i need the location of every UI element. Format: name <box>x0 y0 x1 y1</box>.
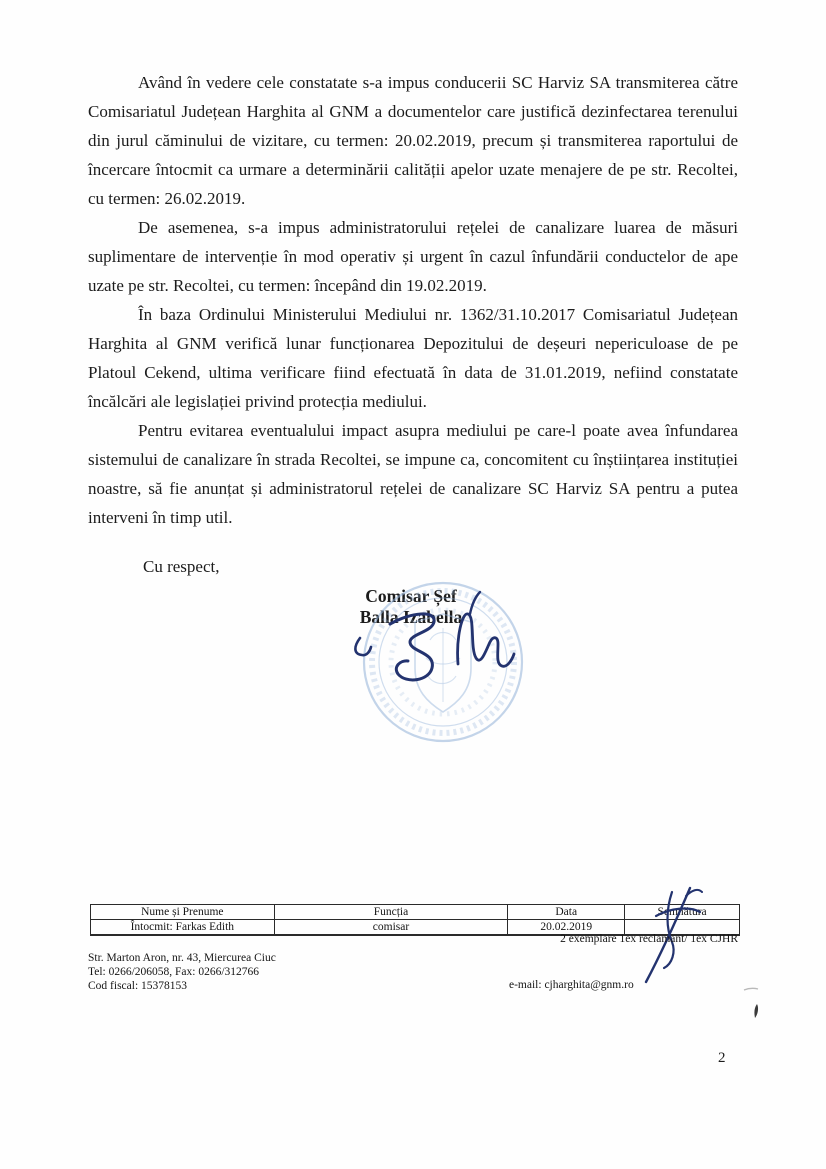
header-function: Funcția <box>274 905 508 920</box>
footer-phone-fax: Tel: 0266/206058, Fax: 0266/312766 <box>88 966 260 978</box>
official-stamp-icon <box>352 580 542 750</box>
closing-salutation: Cu respect, <box>143 557 220 576</box>
page-number: 2 <box>718 1050 726 1066</box>
footer-address: Str. Marton Aron, nr. 43, Miercurea Ciuc <box>88 952 276 964</box>
cell-name: Întocmit: Farkas Edith <box>91 920 275 936</box>
scan-artifact-mark <box>742 986 766 1022</box>
footer-email: e-mail: cjharghita@gnm.ro <box>509 979 634 991</box>
signer-name: Balla Izabella <box>359 607 463 627</box>
paragraph-3: În baza Ordinului Ministerului Mediului nr. 1362/31.10.2017 Comisariatul Județean Harghita al GNM verifică lunar funcționarea Depozitului de deșeuri nepericuloase de pe Platoul Cekend, ultima verificare fiind efectuată în data de 31.01.2019, nefiind constatate încălcări ale legislației privind protecția mediului. <box>88 305 738 411</box>
header-date: Data <box>508 905 625 920</box>
footer-fiscal-code: Cod fiscal: 15378153 <box>88 980 188 992</box>
header-signature: Semnătura <box>625 905 740 920</box>
cell-function: comisar <box>274 920 508 936</box>
paragraph-4: Pentru evitarea eventualului impact asupra mediului pe care-l poate avea înfundarea sistemului de canalizare în strada Recoltei, se impune ca, concomitent cu înștiințarea instituției noastre, să fie anunțat și administratorul rețelei de canalizare SC Harviz SA pentru a putea interveni în timp util. <box>88 421 738 527</box>
paragraph-1: Având în vedere cele constatate s-a impus conducerii SC Harviz SA transmiterea către Comisariatul Județean Harghita al GNM a documentelor care justifică dezinfectarea terenului din jurul căminului de vizitare, cu termen: 20.02.2019, precum și transmiterea raportului de încercare întocmit ca urmare a determinării calității apelor uzate menajere de pe str. Recoltei, cu termen: 26.02.2019. <box>88 73 738 208</box>
header-name: Nume și Prenume <box>91 905 275 920</box>
letter-body <box>88 68 738 532</box>
signer-title: Comisar Șef <box>365 586 457 606</box>
footer-contact <box>88 951 276 993</box>
cell-date: 20.02.2019 <box>508 920 625 936</box>
copies-note: 2 exemplare 1ex reclamant/ 1ex CJHR <box>560 933 738 945</box>
stamp-and-signature <box>352 580 542 750</box>
paragraph-2: De asemenea, s-a impus administratorului rețelei de canalizare luarea de măsuri suplimentare de intervenție în mod operativ și urgent în cazul înfundării conductelor de ape uzate pe str. Recoltei, cu termen: începând din 19.02.2019. <box>88 218 738 295</box>
